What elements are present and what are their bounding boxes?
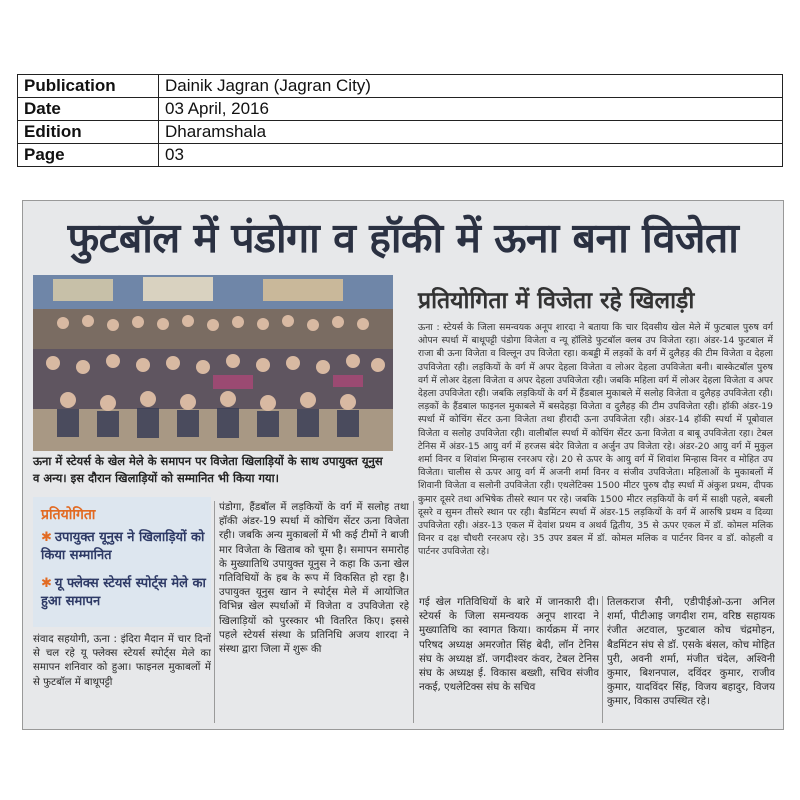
star-bullet-icon: ✱ (41, 530, 52, 545)
meta-key-date: Date (18, 98, 159, 121)
side-story-body: ऊना : स्टेयर्स के जिला समन्वयक अनूप शारदा ने बताया कि चार दिवसीय खेल मेले में फुटबाल पुरुष वर्ग ओपन स्पर्धा में बाथूपट्टी पंडोगा विजेता व न्यू हॉलिडे फुटबॉल क्लब उप विजेता रहा। अंडर-14 फुटबाल में राजा बी ऊना विजेता व विल्लून उप विजेता रहा। कबड्डी में लड़कों के वर्ग में दुलैहड़ की टीम विजेता व देहला उपविजेता रही। लड़कियों के वर्ग में अपर देहला विजेता व लोअर देहला उपविजेता बनी। बास्केटबॉल पुरुष वर्ग में लोअर देहला विजेता व अपर देहला उपविजेता रही। जबकि महिला वर्ग में लोअर देहला विजेता व अपर देहला उपविजेता रही। जबकि लड़कियों के वर्ग में हैंडबाल मुकाबले में सलोह विजेता व दुलैहड़ उपविजेता रही। लड़कों के हैंडबाल फाइनल मुकाबले में बसदेहड़ा विजेता व दुलैहड़ की टीम उपविजेता रही। हॉकी अंडर-19 स्पर्धा में कोचिंग सेंटर ऊना विजेता तथा हीरादी ऊना उपविजेता रही। अंडर-14 हॉकी स्पर्धा में पूबोवाल विजेता व सलोह उपविजेता रही। वालीबॉल स्पर्धा में कोचिंग सेंटर ऊना विजेता व बाबू उपविजेता रहा। टेबल टेनिस में अंडर-15 आयु वर्ग में हरजस बंदेर विजेता व अर्जुन उप विजेता रहे। अंडर-20 आयु वर्ग में मुकुल शर्मा विनर व शिवांश मिन्हास रनरअप रहे। 20 से ऊपर के आयु वर्ग में शिवांश मिन्हास विनर व मोहित उप विजेता। चालीस से ऊपर आयु वर्ग में अजनी शर्मा विनर व संजीव उपविजेता। महिलाओं के मुकाबलों में शिवानी विजेता व सलोनी उपविजेता रही। एथलेटिक्स 1500 मीटर पुरुष दौड़ स्पर्धा में अंकुश प्रथम, दीपक कुमार दूसरे तथा अभिषेक तीसरे स्थान पर रहे। जबकि 1500 मीटर लड़कियों के वर्ग में साक्षी पहले, बबली दूसरे व सुमन तीसरे स्थान पर रही। बैडमिंटन स्पर्धा में अंडर-15 लड़कियों के वर्ग में आरुषि प्रथम व दिव्या उपविजेता रही। अंडर-13 एकल में देवांश प्रथम व अथर्व द्वितीय, 35 से ऊपर एकल में डॉ. कोमल मलिक विनर व दक्ष चौधरी रनरअप रहे। 35 उपर डबल में डॉ. कोमल मलिक व पार्टनर विनर व डॉ. कोहली व पार्टनर उपविजेता रहे। (418, 322, 773, 558)
column-divider (602, 596, 603, 723)
group-photo (33, 275, 393, 451)
column-divider (214, 501, 215, 723)
article-column-3: गई खेल गतिविधियों के बारे में जानकारी दी। स्टेयर्स के जिला समन्वयक अनूप शारदा ने मुख्यातिथि का स्वागत किया। कार्यक्रम में नगर परिषद अध्यक्ष अमरजोत सिंह बेदी, लॉन टेनिस संघ के अध्यक्ष डॉ. जगदीश्वर कंवर, टेबल टेनिस संघ के अध्यक्ष ई. विकास बख्शी, सचिव संजीव नकई, एथलेटिक्स संघ के सचिव (419, 597, 599, 694)
meta-key-edition: Edition (18, 121, 159, 144)
highlight-item-text: उपायुक्त यूनुस ने खिलाड़ियों को किया सम्मानित (41, 530, 205, 563)
meta-row-edition (18, 121, 783, 144)
article-column-1: संवाद सहयोगी, ऊना : इंदिरा मैदान में चार दिनों से चल रहे यू फ्लेक्स स्टेयर्स स्पोर्ट्स मेले का समापन शनिवार को हुआ। फाइनल मुकाबलों में से फुटबॉल में बाथूपट्टी (33, 634, 211, 688)
meta-value-edition: Dharamshala (159, 121, 783, 144)
article-column-2: पंडोगा, हैंडबॉल में लड़कियों के वर्ग में सलोह तथा हॉकी अंडर-19 स्पर्धा में कोचिंग सेंटर ऊना विजेता रही। जबकि अन्य मुकाबलों में भी कई टीमों ने बाजी मार विजेता के खिताब को चूमा है। समापन समारोह के मुख्यातिथि उपायुक्त यूनुस ने कहा कि ऊना खेल गतिविधियों के हब के रूप में विकसित हो रहा है। उपायुक्त यूनुस खान ने स्पोर्ट्स मेले में आयोजित विभिन्न खेल स्पर्धाओं में विजेता व उपविजेता रहे खिलाड़ियों को पुरस्कार भी वितरित किए। इससे पहले स्टेयर्स संस्था के प्रतिनिधि अजय शारदा ने संस्था द्वारा जिला में शुरू की (219, 502, 409, 656)
column-divider (413, 501, 414, 723)
highlight-box-title: प्रतियोगिता (41, 507, 96, 523)
meta-key-page: Page (18, 144, 159, 167)
publication-metadata-table (17, 74, 783, 167)
highlight-item (41, 575, 207, 611)
newspaper-clipping (22, 200, 784, 730)
group-photo-illustration (33, 275, 393, 451)
meta-value-publication: Dainik Jagran (Jagran City) (159, 75, 783, 98)
meta-key-publication: Publication (18, 75, 159, 98)
side-story-heading: प्रतियोगिता में विजेता रहे खिलाड़ी (418, 288, 695, 314)
meta-value-date: 03 April, 2016 (159, 98, 783, 121)
article-headline: फुटबॉल में पंडोगा व हॉकी में ऊना बना विजेता (67, 214, 739, 262)
star-bullet-icon: ✱ (41, 576, 52, 591)
meta-row-page (18, 144, 783, 167)
meta-value-page: 03 (159, 144, 783, 167)
highlight-item (41, 529, 207, 565)
photo-caption: ऊना में स्टेयर्स के खेल मेले के समापन पर विजेता खिलाड़ियों के साथ उपायुक्त यूनुस व अन्य। इस दौरान खिलाड़ियों को सम्मानित भी किया गया। (33, 454, 383, 485)
meta-row-date (18, 98, 783, 121)
highlight-item-text: यू फ्लेक्स स्टेयर्स स्पोर्ट्स मेले का हुआ समापन (41, 576, 206, 609)
highlight-box (33, 497, 211, 627)
article-column-4: तिलकराज सैनी, एडीपीईओ-ऊना अनिल शर्मा, पीटीआइ जगदीश राम, वरिष्ठ सहायक रंजीत अटवाल, फुटबाल कोच चंद्रमोहन, बैडमिंटन संघ से डॉ. एसके बंसल, कोच मोहित पुरी, अवनी शर्मा, मंजीत चंदेल, अश्विनी कुमार, बिशनपाल, दविंदर कुमार, राजीव कुमार, यादविंदर सिंह, विजय बहादुर, विजय कुमार, विकास उपस्थित रहे। (607, 597, 775, 708)
meta-row-publication (18, 75, 783, 98)
